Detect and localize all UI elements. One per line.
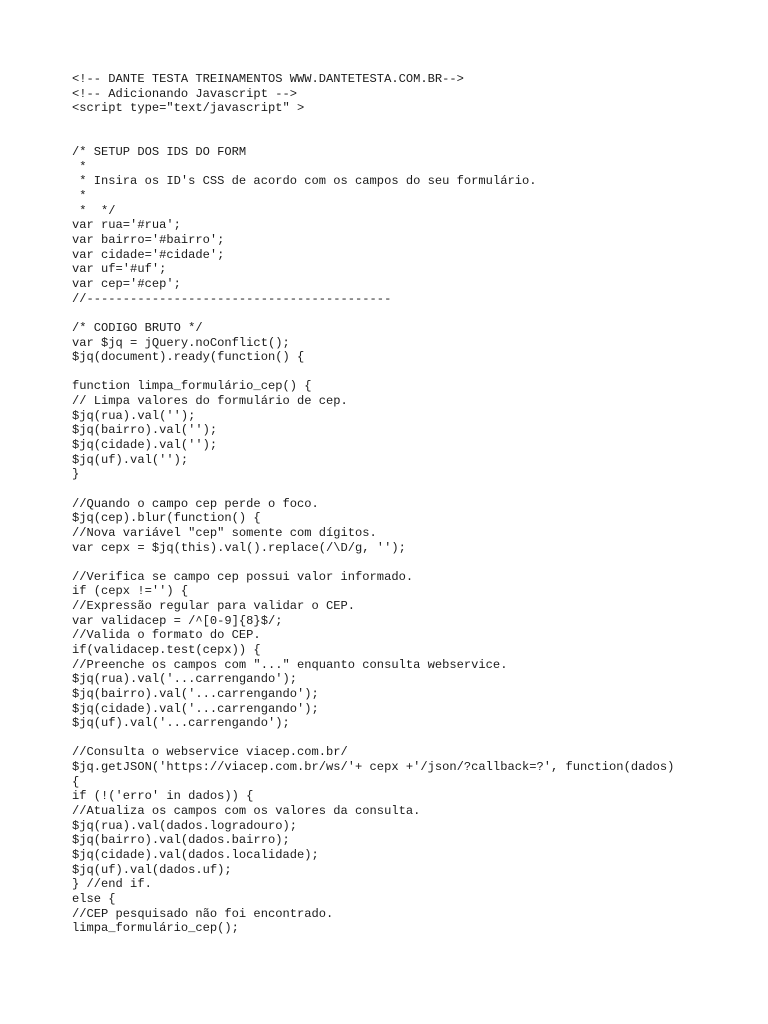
code-line: /* CODIGO BRUTO */: [72, 320, 203, 335]
code-line: [72, 131, 762, 146]
code-line: $jq(cidade).val('...carrengando');: [72, 701, 319, 716]
code-line: if (cepx !='') {: [72, 584, 189, 599]
code-line: <script type="text/javascript" >: [72, 101, 305, 116]
code-line: if(validacep.test(cepx)) {: [72, 642, 261, 657]
code-line: *: [72, 159, 87, 174]
code-line: var cep='#cep';: [72, 276, 181, 291]
code-line: }: [72, 467, 80, 482]
code-line: $jq(bairro).val('');: [72, 423, 218, 438]
code-line: $jq(uf).val('');: [72, 452, 189, 467]
code-line: $jq(bairro).val(dados.bairro);: [72, 833, 290, 848]
code-line: /* SETUP DOS IDS DO FORM: [72, 145, 247, 160]
code-line: // Limpa valores do formulário de cep.: [72, 394, 348, 409]
code-line: if (!('erro' in dados)) {: [72, 789, 254, 804]
code-line: <!-- DANTE TESTA TREINAMENTOS WWW.DANTETESTA.COM.BR-->: [72, 72, 464, 86]
code-line: //Consulta o webservice viacep.com.br/: [72, 745, 348, 760]
code-line: $jq(cidade).val(dados.localidade);: [72, 847, 319, 862]
code-line: else {: [72, 891, 116, 906]
code-line: $jq(uf).val(dados.uf);: [72, 862, 232, 877]
code-line: $jq.getJSON('https://viacep.com.br/ws/'+ cepx +'/json/?callback=?', function(dados): [72, 760, 675, 775]
code-line: * */: [72, 203, 116, 218]
code-line: //CEP pesquisado não foi encontrado.: [72, 906, 334, 921]
code-line: function limpa_formulário_cep() {: [72, 379, 312, 394]
code-line: [72, 365, 762, 380]
code-line: limpa_formulário_cep();: [72, 921, 239, 936]
code-line: } //end if.: [72, 877, 152, 892]
code-line: $jq(cidade).val('');: [72, 438, 218, 453]
code-line: <!-- Adicionando Javascript -->: [72, 86, 297, 101]
code-line: * Insira os ID's CSS de acordo com os campos do seu formulário.: [72, 174, 537, 189]
code-line: //Valida o formato do CEP.: [72, 628, 261, 643]
code-line: [72, 116, 762, 131]
code-line: $jq(document).ready(function() {: [72, 350, 305, 365]
code-line: var validacep = /^[0-9]{8}$/;: [72, 613, 283, 628]
code-line: var uf='#uf';: [72, 262, 167, 277]
code-line: //Expressão regular para validar o CEP.: [72, 599, 356, 614]
code-line: [72, 555, 762, 570]
code-line: //Nova variável "cep" somente com dígitos.: [72, 525, 377, 540]
code-line: //Preenche os campos com "..." enquanto consulta webservice.: [72, 657, 508, 672]
code-line: //Atualiza os campos com os valores da consulta.: [72, 804, 421, 819]
code-line: $jq(rua).val('');: [72, 408, 196, 423]
code-line: *: [72, 189, 87, 204]
code-line: [72, 482, 762, 497]
code-line: $jq(rua).val(dados.logradouro);: [72, 818, 297, 833]
code-line: [72, 731, 762, 746]
code-line: var rua='#rua';: [72, 218, 181, 233]
code-line: var $jq = jQuery.noConflict();: [72, 335, 290, 350]
code-line: $jq(uf).val('...carrengando');: [72, 716, 290, 731]
code-line: $jq(cep).blur(function() {: [72, 511, 261, 526]
code-line: var cidade='#cidade';: [72, 247, 225, 262]
code-line: //Quando o campo cep perde o foco.: [72, 496, 319, 511]
code-line: //------------------------------------------: [72, 291, 392, 306]
code-block: [72, 72, 762, 936]
code-line: var cepx = $jq(this).val().replace(/\D/g, '');: [72, 540, 406, 555]
code-line: //Verifica se campo cep possui valor informado.: [72, 569, 414, 584]
code-line: $jq(bairro).val('...carrengando');: [72, 686, 319, 701]
code-line: {: [72, 774, 80, 789]
code-line: [72, 306, 762, 321]
code-line: $jq(rua).val('...carrengando');: [72, 672, 297, 687]
code-line: var bairro='#bairro';: [72, 233, 225, 248]
